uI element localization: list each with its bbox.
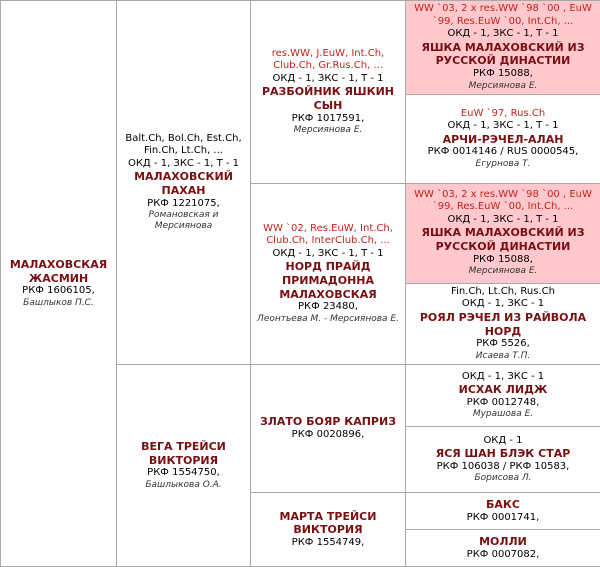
ss-titles: res.WW, J.EuW, Int.Ch, Club.Ch, Gr.Rus.Ch, ... <box>254 48 402 73</box>
ssd-owner: Егурнова Т. <box>409 159 597 170</box>
sds-reg: РКФ 15088, <box>409 254 597 267</box>
ssd-tests: ОКД - 1, ЗКС - 1, Т - 1 <box>409 120 597 133</box>
ssd-reg: РКФ 0014146 / RUS 0000545, <box>409 146 597 159</box>
sd-titles: WW `02, Res.EuW, Int.Ch, Club.Ch, InterClub.Ch, ... <box>254 223 402 248</box>
sds-owner: Мерсиянова Е. <box>409 266 597 277</box>
sdd-name[interactable]: РОЯЛ РЭЧЕЛ ИЗ РАЙВОЛА НОРД <box>409 311 597 339</box>
sdd-owner: Исаева Т.П. <box>409 351 597 362</box>
ds-cell <box>251 365 406 493</box>
ddd-reg: РКФ 0007082, <box>409 549 597 562</box>
sss-name[interactable]: ЯШКА МАЛАХОВСКИЙ ИЗ РУССКОЙ ДИНАСТИИ <box>409 41 597 69</box>
sdd-cell <box>406 283 600 364</box>
ssd-cell <box>406 94 600 183</box>
dam-reg: РКФ 1554750, <box>120 467 247 480</box>
sd-name[interactable]: НОРД ПРАЙД ПРИМАДОННА МАЛАХОВСКАЯ <box>254 260 402 301</box>
sdd-titles: Fin.Ch, Lt.Ch, Rus.Ch <box>409 286 597 299</box>
dss-reg: РКФ 0012748, <box>409 397 597 410</box>
ds-reg: РКФ 0020896, <box>254 429 402 442</box>
sire-reg: РКФ 1221075, <box>120 198 247 211</box>
dd-cell <box>251 493 406 567</box>
dog-name[interactable]: МАЛАХОВСКАЯ ЖАСМИН <box>4 258 113 286</box>
dsd-cell <box>406 427 600 493</box>
dsd-tests: ОКД - 1 <box>409 435 597 448</box>
ds-name[interactable]: ЗЛАТО БОЯР КАПРИЗ <box>254 415 402 429</box>
sd-owner: Леонтьева М. - Мерсиянова Е. <box>254 314 402 325</box>
dd-reg: РКФ 1554749, <box>254 537 402 550</box>
dss-owner: Мурашова Е. <box>409 409 597 420</box>
sire-name[interactable]: МАЛАХОВСКИЙ ПАХАН <box>120 170 247 198</box>
dog-reg: РКФ 1606105, <box>4 285 113 298</box>
sss-tests: ОКД - 1, ЗКС - 1, Т - 1 <box>409 28 597 41</box>
dog-owner: Башлыков П.С. <box>4 298 113 309</box>
sire-titles: Balt.Ch, Bol.Ch, Est.Ch, Fin.Ch, Lt.Ch, ... <box>120 133 247 158</box>
sire-cell <box>117 1 251 365</box>
sds-tests: ОКД - 1, ЗКС - 1, Т - 1 <box>409 214 597 227</box>
ssd-titles: EuW `97, Rus.Ch <box>409 108 597 121</box>
dds-name[interactable]: БАКС <box>409 498 597 512</box>
sire-owner: Романовская и Мерсиянова <box>120 210 247 233</box>
dsd-reg: РКФ 106038 / РКФ 10583, <box>409 461 597 474</box>
sds-titles: WW `03, 2 x res.WW `98 `00 , EuW `99, Res.EuW `00, Int.Ch, ... <box>409 189 597 214</box>
ddd-cell <box>406 530 600 567</box>
ss-owner: Мерсиянова Е. <box>254 125 402 136</box>
ss-reg: РКФ 1017591, <box>254 113 402 126</box>
dss-tests: ОКД - 1, ЗКС - 1 <box>409 371 597 384</box>
ss-cell <box>251 1 406 184</box>
ss-tests: ОКД - 1, ЗКС - 1, Т - 1 <box>254 73 402 86</box>
dsd-name[interactable]: ЯСЯ ШАН БЛЭК СТАР <box>409 447 597 461</box>
sd-cell <box>251 183 406 364</box>
sdd-tests: ОКД - 1, ЗКС - 1 <box>409 298 597 311</box>
dds-reg: РКФ 0001741, <box>409 512 597 525</box>
dss-cell <box>406 365 600 427</box>
sss-owner: Мерсиянова Е. <box>409 81 597 92</box>
sire-tests: ОКД - 1, ЗКС - 1, Т - 1 <box>120 158 247 171</box>
sds-cell <box>406 183 600 283</box>
sds-name[interactable]: ЯШКА МАЛАХОВСКИЙ ИЗ РУССКОЙ ДИНАСТИИ <box>409 226 597 254</box>
sss-cell <box>406 1 600 95</box>
sdd-reg: РКФ 5526, <box>409 338 597 351</box>
dds-cell <box>406 493 600 530</box>
dd-name[interactable]: МАРТА ТРЕЙСИ ВИКТОРИЯ <box>254 510 402 538</box>
sss-reg: РКФ 15088, <box>409 68 597 81</box>
sd-reg: РКФ 23480, <box>254 301 402 314</box>
dam-name[interactable]: ВЕГА ТРЕЙСИ ВИКТОРИЯ <box>120 440 247 468</box>
dss-name[interactable]: ИСХАК ЛИДЖ <box>409 383 597 397</box>
dog-cell <box>1 1 117 567</box>
sss-titles: WW `03, 2 x res.WW `98 `00 , EuW `99, Res.EuW `00, Int.Ch, ... <box>409 3 597 28</box>
dam-owner: Башлыкова О.А. <box>120 480 247 491</box>
ssd-name[interactable]: АРЧИ-РЭЧЕЛ-АЛАН <box>409 133 597 147</box>
dsd-owner: Борисова Л. <box>409 473 597 484</box>
ddd-name[interactable]: МОЛЛИ <box>409 535 597 549</box>
ss-name[interactable]: РАЗБОЙНИК ЯШКИН СЫН <box>254 85 402 113</box>
dam-cell <box>117 365 251 567</box>
sd-tests: ОКД - 1, ЗКС - 1, Т - 1 <box>254 248 402 261</box>
